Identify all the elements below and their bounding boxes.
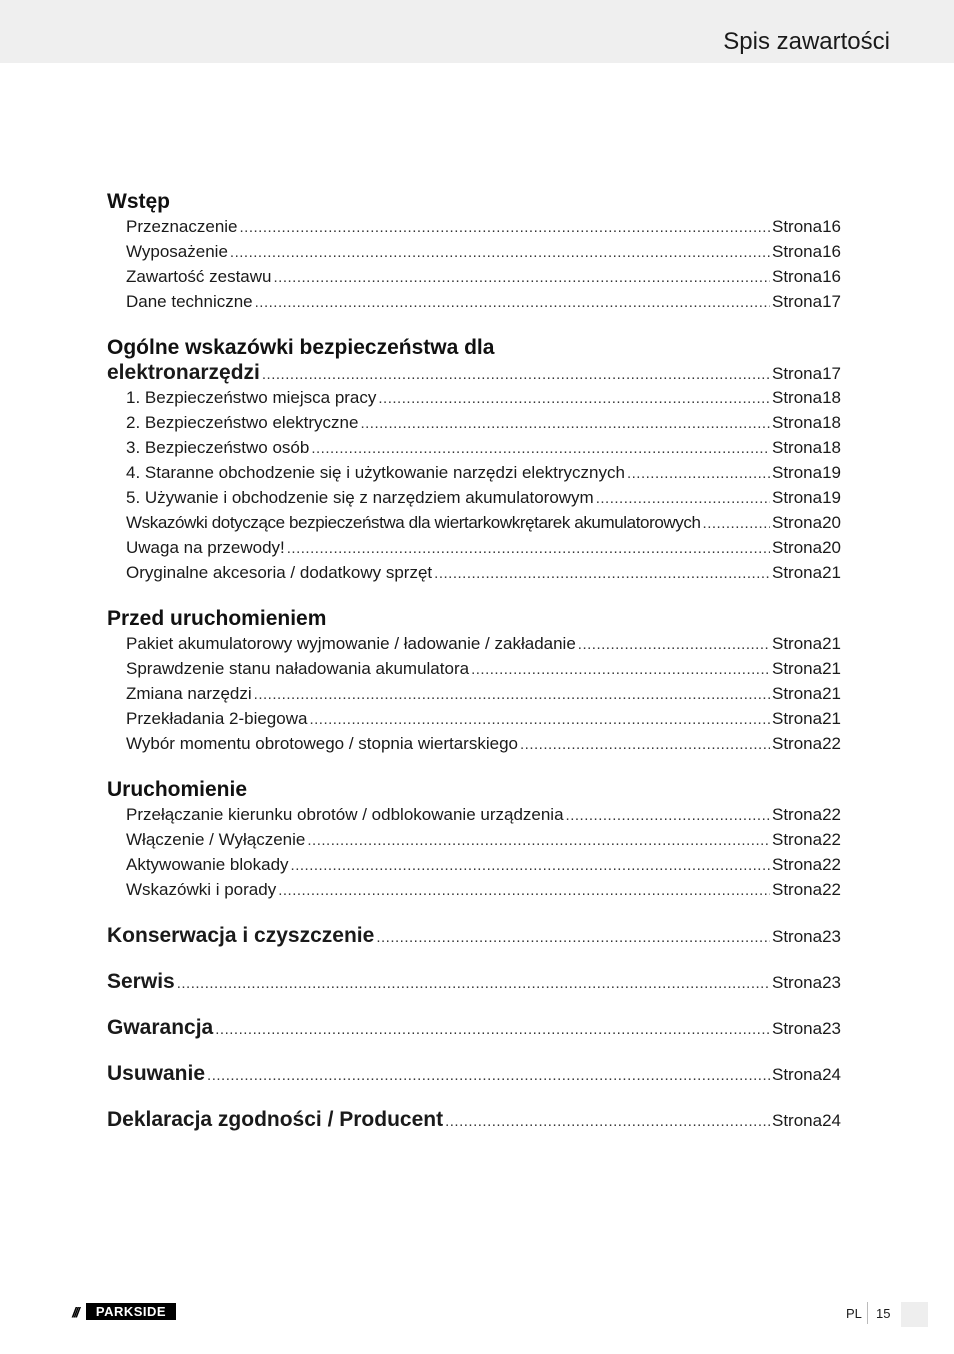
page-number: 22 [822, 855, 841, 874]
page-number: 23 [822, 973, 841, 992]
section-title: Przed uruchomieniem [107, 607, 327, 630]
dot-leader [287, 536, 770, 561]
toc-section-disposal [107, 1061, 841, 1086]
toc-entry[interactable] [107, 560, 841, 585]
toc-entry-label: Wybór momentu obrotowego / stopnia wiertarskiego [126, 734, 518, 753]
dot-leader [254, 682, 770, 707]
strona-label: Strona [771, 292, 823, 311]
toc-entry-label: Pakiet akumulatorowy wyjmowanie / ładowanie / zakładanie [126, 634, 576, 653]
page-number: 24 [822, 1111, 841, 1130]
page-number: 22 [822, 880, 841, 899]
footer-box [901, 1302, 928, 1327]
parkside-logo [64, 1303, 176, 1320]
toc-entry[interactable] [107, 631, 841, 656]
strona-label: Strona [771, 488, 823, 507]
footer-divider [867, 1302, 868, 1324]
toc-entry-label: 1. Bezpieczeństwo miejsca pracy [126, 388, 377, 407]
strona-label: Strona [771, 659, 823, 678]
toc-entry-label: Przełączanie kierunku obrotów / odblokowanie urządzenia [126, 805, 564, 824]
toc-section-maintenance [107, 923, 841, 948]
toc-main-label: Serwis [107, 970, 175, 993]
dot-leader [311, 436, 770, 461]
strona-label: Strona [771, 513, 823, 532]
dot-leader [255, 290, 770, 315]
toc-entry-label: Dane techniczne [126, 292, 253, 311]
page-number: 18 [822, 413, 841, 432]
toc-entry-label: Aktywowanie blokady [126, 855, 289, 874]
page-number: 16 [822, 217, 841, 236]
page-number: 22 [822, 734, 841, 753]
toc-entry-main[interactable] [107, 360, 841, 385]
strona-label: Strona [771, 927, 823, 946]
toc-entry-label: Uwaga na przewody! [126, 538, 285, 557]
section-title-continued: elektronarzędzi [107, 361, 260, 384]
page-number: 17 [822, 364, 841, 383]
toc-entry-label: Włączenie / Wyłączenie [126, 830, 306, 849]
strona-label: Strona [771, 805, 823, 824]
dot-leader [309, 707, 770, 732]
page-number: 19 [822, 488, 841, 507]
toc-section-service [107, 969, 841, 994]
dot-leader [177, 971, 770, 996]
table-of-contents [107, 189, 841, 1153]
dot-leader [207, 1063, 770, 1088]
toc-entry-main[interactable] [107, 923, 841, 948]
language-code: PL [846, 1306, 862, 1321]
logo-stripes-icon: /// [64, 1303, 86, 1320]
toc-entry[interactable] [107, 852, 841, 877]
toc-entry-label: Sprawdzenie stanu naładowania akumulatora [126, 659, 470, 678]
strona-label: Strona [771, 563, 823, 582]
footer-page-number: 15 [876, 1306, 891, 1321]
strona-label: Strona [771, 684, 823, 703]
toc-entry[interactable] [107, 510, 841, 535]
page-number: 20 [822, 538, 841, 557]
toc-main-label: Deklaracja zgodności / Producent [107, 1108, 444, 1131]
dot-leader [434, 561, 770, 586]
dot-leader [445, 1109, 770, 1134]
strona-label: Strona [771, 709, 823, 728]
dot-leader [262, 362, 770, 387]
logo-text: PARKSIDE [86, 1303, 176, 1320]
strona-label: Strona [771, 1065, 823, 1084]
strona-label: Strona [771, 634, 823, 653]
toc-entry[interactable] [107, 706, 841, 731]
toc-entry-label: Przekładania 2-biegowa [126, 709, 308, 728]
toc-entry[interactable] [107, 877, 841, 902]
toc-entry[interactable] [107, 435, 841, 460]
strona-label: Strona [771, 538, 823, 557]
page-number: 21 [822, 563, 841, 582]
toc-section-warranty [107, 1015, 841, 1040]
toc-entry[interactable] [107, 264, 841, 289]
page-number: 22 [822, 805, 841, 824]
strona-label: Strona [771, 364, 823, 383]
toc-main-label: Usuwanie [107, 1062, 206, 1085]
dot-leader [307, 828, 770, 853]
toc-entry-label: 2. Bezpieczeństwo elektryczne [126, 413, 359, 432]
strona-label: Strona [771, 1019, 823, 1038]
toc-entry-main[interactable] [107, 1015, 841, 1040]
strona-label: Strona [771, 242, 823, 261]
toc-entry[interactable] [107, 410, 841, 435]
toc-section-before-start [107, 606, 841, 756]
toc-entry-label: Wyposażenie [126, 242, 228, 261]
dot-leader [215, 1017, 770, 1042]
dot-leader [471, 657, 770, 682]
strona-label: Strona [771, 734, 823, 753]
dot-leader [360, 411, 770, 436]
strona-label: Strona [771, 830, 823, 849]
toc-entry[interactable] [107, 485, 841, 510]
toc-entry-label: Przeznaczenie [126, 217, 238, 236]
strona-label: Strona [771, 217, 823, 236]
toc-entry[interactable] [107, 289, 841, 314]
toc-entry-label: Oryginalne akcesoria / dodatkowy sprzęt [126, 563, 433, 582]
toc-entry-main[interactable] [107, 969, 841, 994]
page-number: 21 [822, 634, 841, 653]
strona-label: Strona [771, 413, 823, 432]
page-number: 21 [822, 684, 841, 703]
page-title: Spis zawartości [723, 28, 890, 55]
dot-leader [240, 215, 770, 240]
toc-section-safety [107, 335, 841, 585]
toc-entry[interactable] [107, 802, 841, 827]
dot-leader [291, 853, 770, 878]
toc-entry-label: Zawartość zestawu [126, 267, 272, 286]
strona-label: Strona [771, 1111, 823, 1130]
page-number: 18 [822, 438, 841, 457]
toc-entry-main[interactable] [107, 1061, 841, 1086]
section-title: Ogólne wskazówki bezpieczeństwa dla [107, 336, 495, 359]
toc-entry-label: 4. Staranne obchodzenie się i użytkowanie narzędzi elektrycznych [126, 463, 625, 482]
page-number: 21 [822, 659, 841, 678]
section-title: Uruchomienie [107, 778, 248, 801]
page-number: 20 [822, 513, 841, 532]
toc-entry-label: 5. Używanie i obchodzenie się z narzędziem akumulatorowym [126, 488, 594, 507]
strona-label: Strona [771, 388, 823, 407]
page-number: 23 [822, 927, 841, 946]
dot-leader [376, 925, 770, 950]
page-number: 17 [822, 292, 841, 311]
toc-entry[interactable] [107, 535, 841, 560]
strona-label: Strona [771, 855, 823, 874]
page-number: 18 [822, 388, 841, 407]
toc-section-declaration [107, 1107, 841, 1132]
toc-section-wstep [107, 189, 841, 314]
toc-entry[interactable] [107, 681, 841, 706]
dot-leader [378, 386, 770, 411]
toc-entry[interactable] [107, 731, 841, 756]
page-number: 16 [822, 242, 841, 261]
strona-label: Strona [771, 973, 823, 992]
toc-entry-label: Wskazówki dotyczące bezpieczeństwa dla wiertarkowkrętarek akumulatorowych [126, 513, 701, 532]
toc-entry[interactable] [107, 827, 841, 852]
strona-label: Strona [771, 267, 823, 286]
dot-leader [596, 486, 770, 511]
toc-entry-label: Zmiana narzędzi [126, 684, 252, 703]
toc-entry-label: Wskazówki i porady [126, 880, 277, 899]
dot-leader [627, 461, 770, 486]
page-number: 23 [822, 1019, 841, 1038]
toc-entry[interactable] [107, 656, 841, 681]
page-number: 19 [822, 463, 841, 482]
dot-leader [278, 878, 770, 903]
toc-entry[interactable] [107, 460, 841, 485]
toc-main-label: Konserwacja i czyszczenie [107, 924, 375, 947]
toc-main-label: Gwarancja [107, 1016, 214, 1039]
strona-label: Strona [771, 880, 823, 899]
toc-entry-label: 3. Bezpieczeństwo osób [126, 438, 310, 457]
page-number: 16 [822, 267, 841, 286]
strona-label: Strona [771, 463, 823, 482]
dot-leader [274, 265, 770, 290]
strona-label: Strona [771, 438, 823, 457]
dot-leader [566, 803, 770, 828]
toc-section-start [107, 777, 841, 902]
toc-entry[interactable] [107, 385, 841, 410]
toc-entry-main[interactable] [107, 1107, 841, 1132]
page-number: 24 [822, 1065, 841, 1084]
section-title: Wstęp [107, 190, 170, 213]
page-number: 22 [822, 830, 841, 849]
dot-leader [230, 240, 770, 265]
dot-leader [520, 732, 770, 757]
toc-entry[interactable] [107, 239, 841, 264]
dot-leader [578, 632, 770, 657]
dot-leader [703, 511, 770, 536]
toc-entry[interactable] [107, 214, 841, 239]
page-number: 21 [822, 709, 841, 728]
